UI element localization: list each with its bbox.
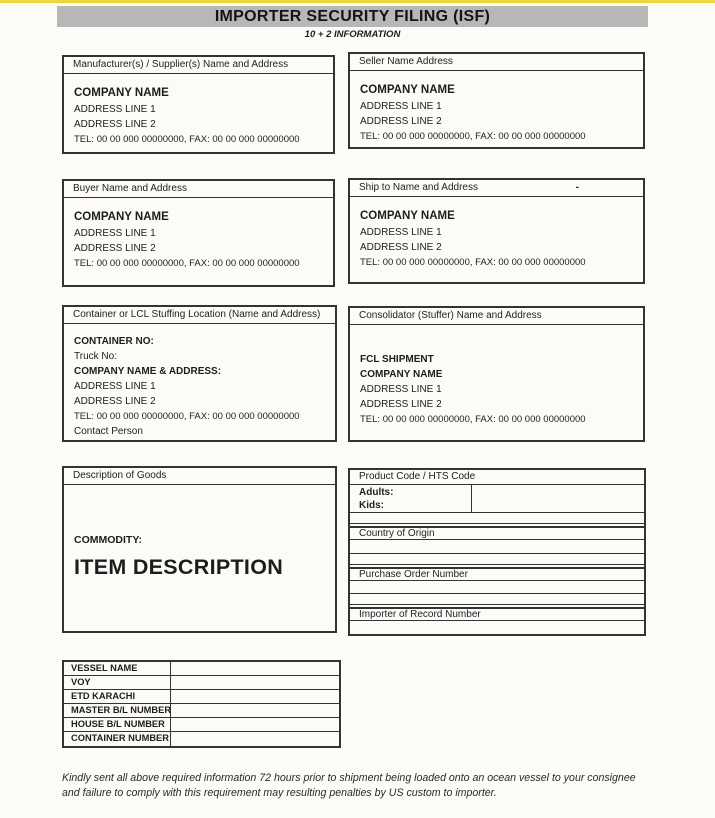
top-accent-line: [0, 0, 715, 3]
ship-to-box: [348, 178, 645, 284]
vessel-name-label: VESSEL NAME: [64, 662, 171, 675]
ship-to-header-mark: -: [575, 182, 579, 193]
table-row: [64, 718, 339, 732]
consolidator-box: [348, 306, 645, 442]
blank-row: [350, 581, 644, 594]
address-line-1: ADDRESS LINE 1: [360, 227, 442, 238]
tel-fax-line: TEL: 00 00 000 00000000, FAX: 00 00 000 00000000: [360, 257, 586, 268]
address-line-2: ADDRESS LINE 2: [74, 119, 156, 130]
consolidator-block: [350, 325, 643, 427]
tel-fax-line: TEL: 00 00 000 00000000, FAX: 00 00 000 00000000: [74, 134, 300, 145]
manufacturer-address-block: [64, 74, 333, 147]
address-line-1: ADDRESS LINE 1: [360, 384, 442, 395]
page-subtitle: 10 + 2 INFORMATION: [304, 29, 401, 40]
seller-address-block: [350, 71, 643, 144]
contact-person-label: Contact Person: [74, 426, 143, 437]
company-name: COMPANY NAME: [360, 84, 455, 96]
address-line-2: ADDRESS LINE 2: [360, 242, 442, 253]
product-code-hts-box: [348, 468, 646, 636]
buyer-address-block: [64, 198, 333, 271]
ship-to-header-label: Ship to Name and Address: [359, 182, 478, 193]
shipment-type-label: FCL SHIPMENT: [360, 354, 434, 365]
kids-label: Kids:: [359, 500, 384, 511]
container-number-label: CONTAINER NUMBER: [64, 732, 171, 746]
blank-row: [350, 621, 644, 634]
tel-fax-line: TEL: 00 00 000 00000000, FAX: 00 00 000 00000000: [74, 258, 300, 269]
voy-value: [171, 676, 339, 689]
consolidator-header: Consolidator (Stuffer) Name and Address: [350, 308, 643, 325]
importer-of-record-row: Importer of Record Number: [350, 607, 644, 621]
address-line-1: ADDRESS LINE 1: [74, 381, 156, 392]
footer-note-line-2: and failure to comply with this requirement may resulting penalties by US custom to importer.: [62, 787, 497, 799]
item-description-text: ITEM DESCRIPTION: [74, 555, 284, 579]
manufacturer-header: Manufacturer(s) / Supplier(s) Name and Address: [64, 57, 333, 74]
company-name: COMPANY NAME: [74, 211, 169, 223]
house-bl-label: HOUSE B/L NUMBER: [64, 718, 171, 731]
company-name: COMPANY NAME: [360, 369, 443, 380]
stuffing-location-box: [62, 305, 337, 442]
country-of-origin-row: Country of Origin: [350, 526, 644, 540]
seller-header: Seller Name Address: [350, 54, 643, 71]
container-number-value: [171, 732, 339, 746]
title-banner: [57, 6, 648, 27]
company-name-address-label: COMPANY NAME & ADDRESS:: [74, 366, 222, 377]
description-of-goods-header: Description of Goods: [64, 468, 335, 485]
table-row: [64, 690, 339, 704]
address-line-2: ADDRESS LINE 2: [360, 116, 442, 127]
blank-row: [350, 540, 644, 554]
blank-row: [350, 513, 644, 524]
ship-to-address-block: [350, 197, 643, 270]
master-bl-label: MASTER B/L NUMBER: [64, 704, 171, 717]
master-bl-value: [171, 704, 339, 717]
page-title: IMPORTER SECURITY FILING (ISF): [214, 8, 491, 25]
seller-box: [348, 52, 645, 149]
container-no-label: CONTAINER NO:: [74, 336, 154, 347]
ship-to-header: [350, 180, 643, 197]
manufacturer-box: [62, 55, 335, 154]
truck-no-label: Truck No:: [74, 351, 117, 362]
purchase-order-number-row: Purchase Order Number: [350, 567, 644, 581]
stuffing-location-block: [64, 324, 335, 439]
buyer-box: [62, 179, 335, 287]
table-row: [64, 676, 339, 690]
footer-note-line-1: Kindly sent all above required information 72 hours prior to shipment being loaded onto an ocean vessel to your consignee: [62, 772, 636, 784]
tel-fax-line: TEL: 00 00 000 00000000, FAX: 00 00 000 00000000: [360, 131, 586, 142]
table-row: [64, 662, 339, 676]
stuffing-location-header: Container or LCL Stuffing Location (Name and Address): [64, 307, 335, 324]
description-of-goods-box: [62, 466, 337, 633]
blank-row: [350, 594, 644, 605]
adults-kids-row: [350, 485, 644, 513]
hts-header: Product Code / HTS Code: [350, 470, 644, 485]
tel-fax-line: TEL: 00 00 000 00000000, FAX: 00 00 000 00000000: [360, 414, 586, 425]
address-line-1: ADDRESS LINE 1: [74, 228, 156, 239]
house-bl-value: [171, 718, 339, 731]
adults-label: Adults:: [359, 487, 394, 498]
adults-kids-labels: [350, 485, 472, 512]
adults-kids-value-cell: [472, 485, 644, 512]
etd-karachi-label: ETD KARACHI: [64, 690, 171, 703]
table-row: [64, 732, 339, 746]
voy-label: VOY: [64, 676, 171, 689]
address-line-1: ADDRESS LINE 1: [360, 101, 442, 112]
footer-note: [62, 771, 682, 801]
address-line-2: ADDRESS LINE 2: [74, 396, 156, 407]
address-line-1: ADDRESS LINE 1: [74, 104, 156, 115]
table-row: [64, 704, 339, 718]
commodity-label: COMMODITY:: [74, 534, 143, 546]
buyer-header: Buyer Name and Address: [64, 181, 333, 198]
company-name: COMPANY NAME: [360, 210, 455, 222]
company-name: COMPANY NAME: [74, 87, 169, 99]
vessel-details-table: [62, 660, 341, 748]
address-line-2: ADDRESS LINE 2: [74, 243, 156, 254]
etd-karachi-value: [171, 690, 339, 703]
address-line-2: ADDRESS LINE 2: [360, 399, 442, 410]
blank-row: [350, 554, 644, 565]
tel-fax-line: TEL: 00 00 000 00000000, FAX: 00 00 000 00000000: [74, 411, 300, 422]
vessel-name-value: [171, 662, 339, 675]
